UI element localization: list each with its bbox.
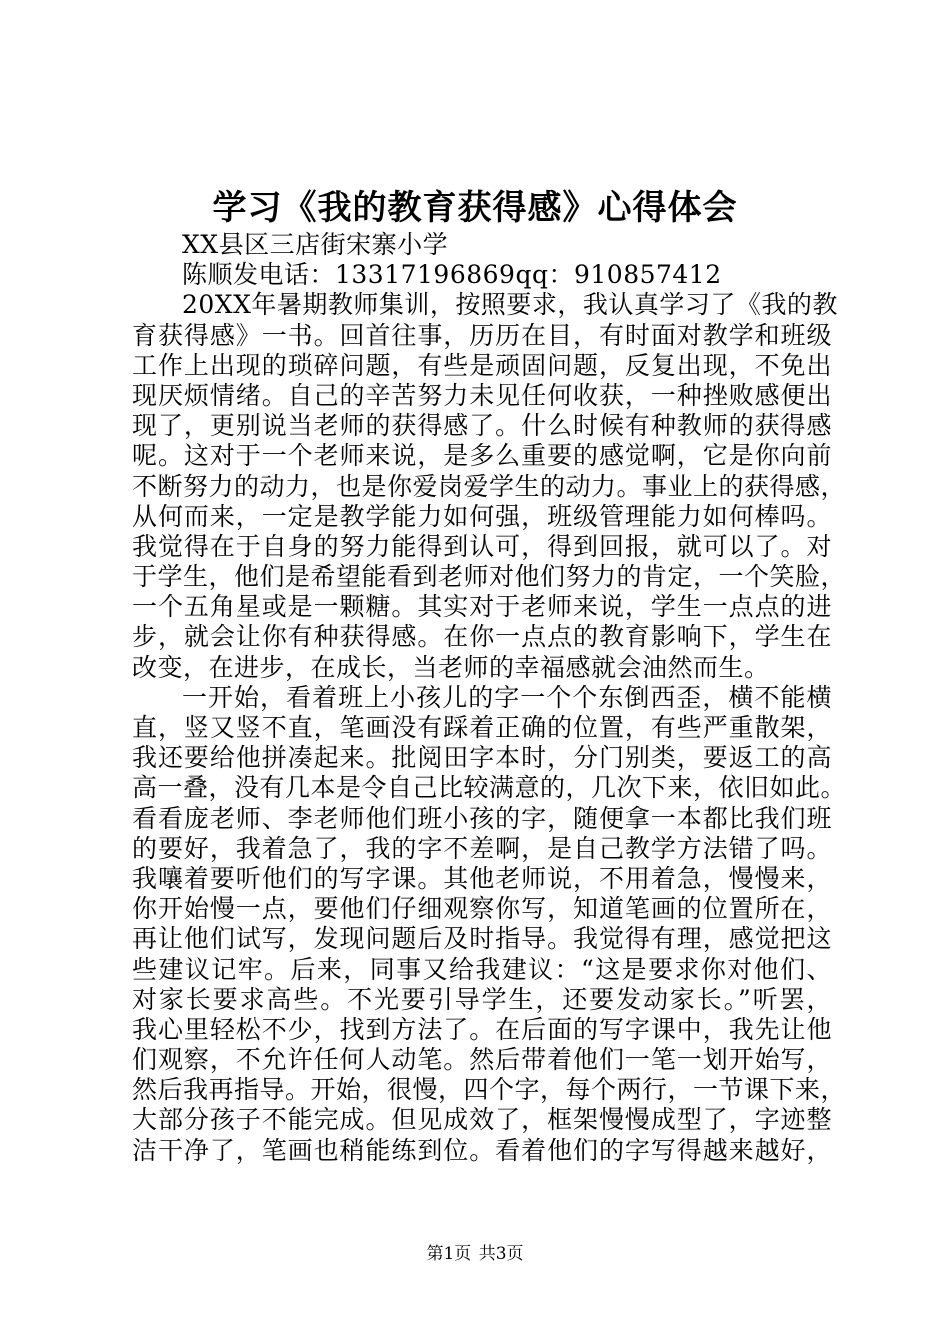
paragraph-line: 现厌烦情绪。自己的辛苦努力未见任何收获，一种挫败感便出	[132, 380, 832, 410]
paragraph-line: 再让他们试写，发现问题后及时指导。我觉得有理，感觉把这	[132, 924, 832, 954]
paragraph-line: 从何而来，一定是教学能力如何强，班级管理能力如何棒吗。	[132, 501, 832, 531]
document-body	[132, 230, 847, 1166]
paragraph-line: 呢。这对于一个老师来说，是多么重要的感觉啊，它是你向前	[132, 441, 832, 471]
contact-line: 陈顺发电话：13317196869qq：910857412	[182, 260, 722, 290]
school-line: XX县区三店街宋寨小学	[182, 230, 449, 259]
paragraph-line: 于学生，他们是希望能看到老师对他们努力的肯定，一个笑脸，	[132, 562, 847, 592]
paragraph-line: 不断努力的动力，也是你爱岗爱学生的动力。事业上的获得感，	[132, 471, 847, 501]
paragraph-line: 20XX年暑期教师集训，按照要求，我认真学习了《我的教	[182, 290, 838, 320]
paragraph-line: 些建议记牢。后来，同事又给我建议：“这是要求你对他们、	[132, 954, 832, 984]
paragraph-line: 洁干净了，笔画也稍能练到位。看着他们的字写得越来越好，	[132, 1135, 832, 1165]
paragraph-line: 一个五角星或是一颗糖。其实对于老师来说，学生一点点的进	[132, 592, 832, 622]
paragraph-line: 直，竖又竖不直，笔画没有踩着正确的位置，有些严重散架，	[132, 713, 832, 742]
paragraph-2	[132, 682, 847, 1166]
paragraph-line: 看看庞老师、李老师他们班小孩的字，随便拿一本都比我们班	[132, 803, 832, 833]
paragraph-line: 你开始慢一点，要他们仔细观察你写，知道笔画的位置所在，	[132, 894, 832, 924]
paragraph-line: 我觉得在于自身的努力能得到认可，得到回报，就可以了。对	[132, 531, 832, 561]
paragraph-line: 然后我再指导。开始，很慢，四个字，每个两行，一节课下来，	[132, 1075, 847, 1105]
paragraph-line: 一开始，看着班上小孩儿的字一个个东倒西歪，横不能横	[182, 682, 832, 712]
paragraph-line: 对家长要求高些。不光要引导学生，还要发动家长。”听罢，	[132, 984, 832, 1014]
paragraph-line: 我还要给他拼凑起来。批阅田字本时，分门别类，要返工的高	[132, 743, 832, 773]
page-total: 共3页	[478, 1244, 524, 1264]
paragraph-line: 高一叠，没有几本是令自己比较满意的，几次下来，依旧如此。	[132, 773, 847, 803]
document-title: 学习《我的教育获得感》心得体会	[212, 188, 738, 228]
paragraph-line: 改变，在进步，在成长，当老师的幸福感就会油然而生。	[132, 652, 770, 682]
paragraph-line: 工作上出现的琐碎问题，有些是顽固问题，反复出现，不免出	[132, 350, 832, 380]
paragraph-line: 大部分孩子不能完成。但见成效了，框架慢慢成型了，字迹整	[132, 1105, 832, 1135]
page-footer	[0, 1242, 950, 1266]
paragraph-1	[132, 290, 847, 682]
page-number: 第1页	[426, 1244, 472, 1264]
paragraph-line: 我嚷着要听他们的写字课。其他老师说，不用着急，慢慢来，	[132, 863, 832, 893]
paragraph-line: 们观察，不允许任何人动笔。然后带着他们一笔一划开始写，	[132, 1045, 832, 1075]
paragraph-line: 育获得感》一书。回首往事，历历在目，有时面对教学和班级	[132, 320, 832, 350]
paragraph-line: 的要好，我着急了，我的字不差啊，是自己教学方法错了吗。	[132, 833, 832, 863]
paragraph-line: 现了，更别说当老师的获得感了。什么时候有种教师的获得感	[132, 411, 832, 441]
paragraph-line: 步，就会让你有种获得感。在你一点点的教育影响下，学生在	[132, 622, 832, 652]
paragraph-line: 我心里轻松不少，找到方法了。在后面的写字课中，我先让他	[132, 1014, 832, 1044]
